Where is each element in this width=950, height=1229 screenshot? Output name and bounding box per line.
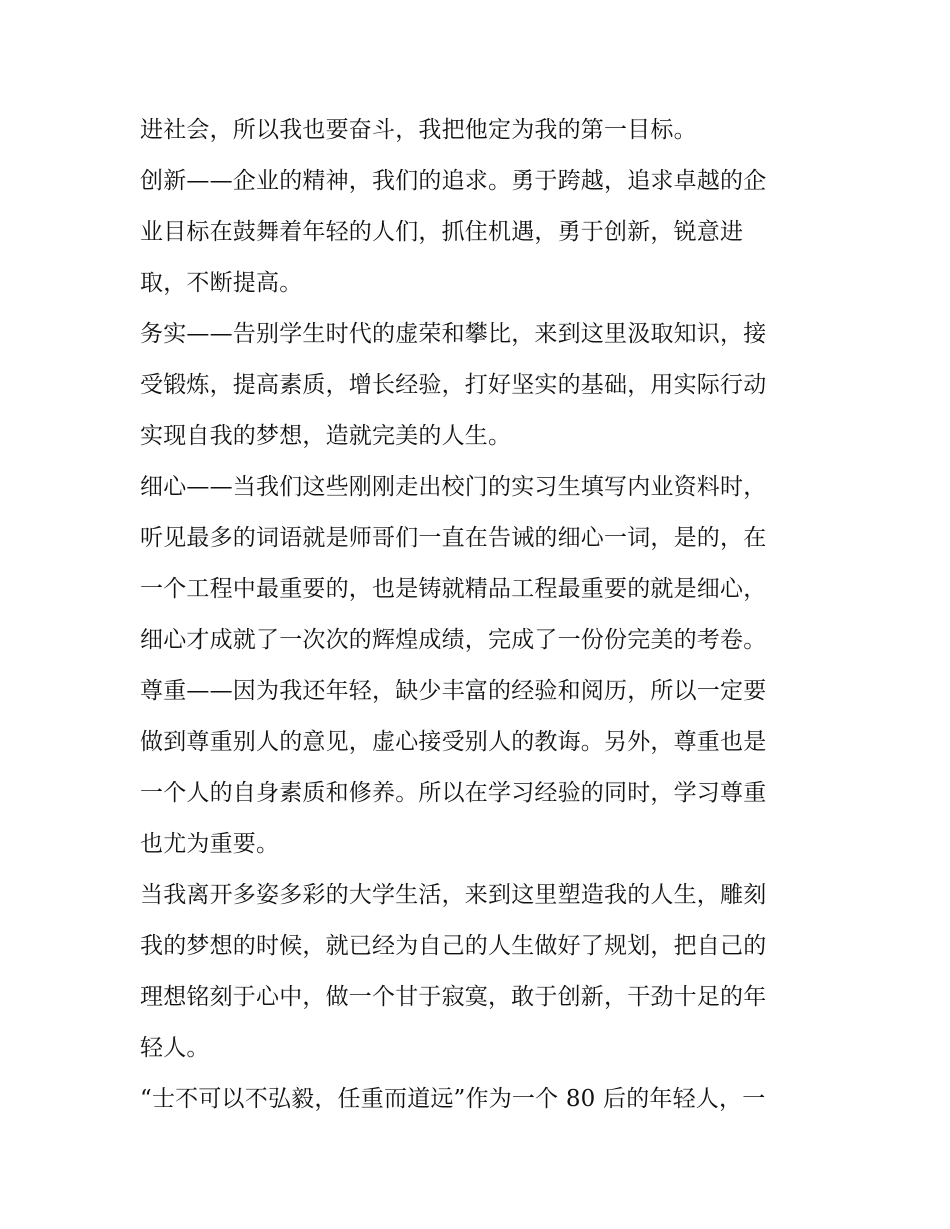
text-line: 一个人的自身素质和修养。所以在学习经验的同时，学习尊重 bbox=[140, 780, 767, 806]
text-line: 业目标在鼓舞着年轻的人们，抓住机遇，勇于创新，锐意进 bbox=[140, 219, 744, 245]
text-line: 当我离开多姿多彩的大学生活，来到这里塑造我的人生，雕刻 bbox=[140, 882, 767, 908]
text-line: “士不可以不弘毅，任重而道远”作为一个 80 后的年轻人，一 bbox=[140, 1086, 766, 1112]
text-line: 尊重——因为我还年轻，缺少丰富的经验和阅历，所以一定要 bbox=[140, 678, 767, 704]
text-line: 细心——当我们这些刚刚走出校门的实习生填写内业资料时， bbox=[140, 474, 767, 500]
text-line: 听见最多的词语就是师哥们一直在告诫的细心一词，是的，在 bbox=[140, 525, 767, 551]
text-line: 取，不断提高。 bbox=[140, 270, 303, 296]
text-line: 做到尊重别人的意见，虚心接受别人的教诲。另外，尊重也是 bbox=[140, 729, 767, 755]
text-line: 我的梦想的时候，就已经为自己的人生做好了规划，把自己的 bbox=[140, 933, 767, 959]
text-line: 轻人。 bbox=[140, 1035, 210, 1061]
document-body bbox=[140, 110, 820, 1130]
text-line: 实现自我的梦想，造就完美的人生。 bbox=[140, 423, 512, 449]
text-line: 理想铭刻于心中，做一个甘于寂寞，敢于创新，干劲十足的年 bbox=[140, 984, 767, 1010]
text-line: 进社会，所以我也要奋斗，我把他定为我的第一目标。 bbox=[140, 117, 697, 143]
text-line: 也尤为重要。 bbox=[140, 831, 280, 857]
text-line: 受锻炼，提高素质，增长经验，打好坚实的基础，用实际行动 bbox=[140, 372, 767, 398]
text-line: 一个工程中最重要的，也是铸就精品工程最重要的就是细心， bbox=[140, 576, 767, 602]
text-line: 创新——企业的精神，我们的追求。勇于跨越，追求卓越的企 bbox=[140, 168, 767, 194]
text-line: 细心才成就了一次次的辉煌成绩，完成了一份份完美的考卷。 bbox=[140, 627, 767, 653]
text-line: 务实——告别学生时代的虚荣和攀比，来到这里汲取知识，接 bbox=[140, 321, 767, 347]
